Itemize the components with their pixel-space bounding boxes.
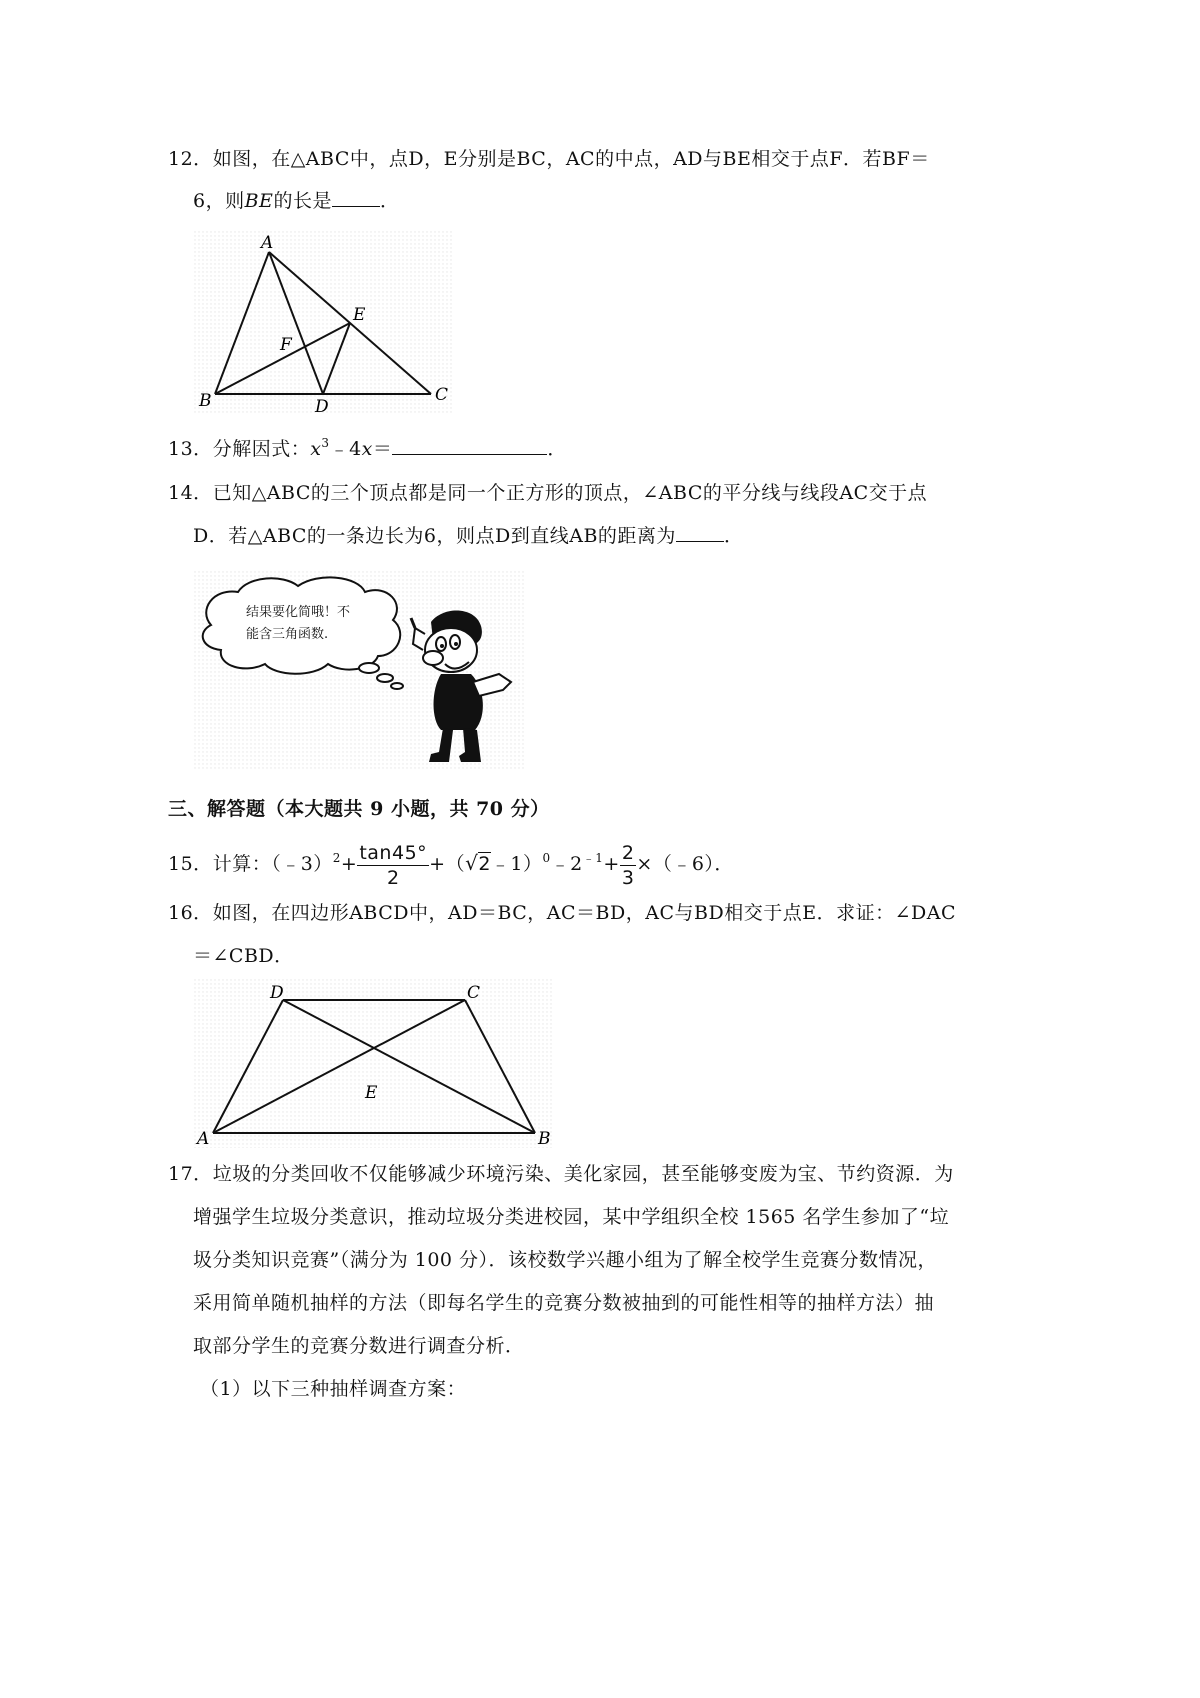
q13-var-x: x [310,438,322,460]
q15-fraction-tan [357,841,429,890]
q13-text-a: 分解因式： [212,438,311,460]
q15-exp-2: 2 [332,851,341,865]
q16-label-a: A [197,1129,210,1148]
q17-line3: 圾分类知识竞赛”（满分为 100 分）．该校数学兴趣小组为了解全校学生竞赛分数情况， [193,1249,938,1271]
q12-label-c: C [435,385,449,405]
q15-frac2-bottom: 3 [621,866,635,889]
q12-number: 12． [168,148,213,170]
q17-line5: 取部分学生的竞赛分数进行调查分析． [193,1335,525,1357]
q12-var-be: BE [244,190,274,212]
q15-sqrt: √2 [465,851,491,875]
q15-plus-3: + [603,853,620,875]
bubble-text-line2: 能含三角函数. [246,627,329,642]
q15-frac-top: tan45° [359,841,428,864]
q15-plus-1: + [340,853,358,875]
q14-line2 [193,523,743,549]
q12-line2 [193,188,399,214]
q14-end: ． [723,525,744,547]
thought-bubble-dot-3 [391,683,403,689]
q13-answer-blank[interactable] [392,436,547,455]
q12-text-c: 的长是 [273,190,332,212]
cartoon-bubble-text [246,602,350,646]
q13-var-x2: x [361,438,373,460]
q12-label-f: F [280,335,292,355]
q13-text-b: ﹣4 [329,438,362,460]
q17-number: 17． [168,1163,213,1185]
q15-plus-2: +（ [429,853,466,875]
q12-label-b: B [199,391,212,411]
q12-label-e: E [353,305,366,325]
thought-bubble-dot-2 [377,674,393,682]
q16-number: 16． [168,902,213,924]
q14-cartoon-drawing [193,570,525,770]
q16-label-d: D [270,983,284,1003]
q15-text-d: ×（﹣6）． [636,853,734,875]
section3-title: 三、解答题（本大题共 9 小题，共 70 分） [168,798,550,820]
q12-label-d: D [315,397,329,415]
q14-text-line1: 已知△ABC的三个顶点都是同一个正方形的顶点，∠ABC的平分线与线段AC交于点 [212,482,928,504]
q12-figure-background [193,230,453,415]
q15-exp-0: 0 [542,851,551,865]
q16-label-c: C [467,983,481,1003]
q15-frac2-top: 2 [621,841,635,864]
q13-number: 13． [168,438,213,460]
q13-equals: ＝ [372,438,393,460]
q16-label-e: E [365,1083,378,1103]
q15-sqrt-num: 2 [478,853,491,875]
q15-text-a: 计算：（﹣3） [212,853,333,875]
q15-number: 15． [168,853,213,875]
q15-frac-bottom: 2 [386,866,400,889]
bubble-text-line1: 结果要化简哦！不 [246,605,351,620]
q15-line [168,838,734,888]
q16-text-line2: ＝∠CBD． [193,945,294,967]
q16-line1 [168,900,956,926]
q12-triangle-figure [193,230,453,415]
q13-end: ． [547,438,567,460]
q12-text-line1: 如图，在△ABC中，点D，E分别是BC，AC的中点，AD与BE相交于点F．若BF＝ [212,148,930,170]
q14-answer-blank[interactable] [676,523,724,542]
q17-line2: 增强学生垃圾分类意识，推动垃圾分类进校园，某中学组织全校 1565 名学生参加了“垃 [193,1206,950,1228]
q13-line [168,436,567,462]
q15-exp-neg1: ﹣1 [582,851,604,865]
q14-cartoon-figure [193,570,525,770]
q16-line2 [193,943,294,969]
q16-quadrilateral-figure [193,978,553,1148]
q17-line1 [168,1161,954,1187]
q14-number: 14． [168,482,213,504]
q16-text-line1: 如图，在四边形ABCD中，AD＝BC，AC＝BD，AC与BD相交于点E．求证：∠DAC [212,902,956,924]
q12-text-a: 6，则 [193,190,245,212]
q13-exponent: 3 [321,436,330,450]
thought-bubble-dot-1 [359,663,379,673]
q15-text-c: ﹣2 [550,853,583,875]
q17-text-line1: 垃圾的分类回收不仅能够减少环境污染、美化家园，甚至能够变废为宝、节约资源．为 [212,1163,954,1185]
q17-line4: 采用简单随机抽样的方法（即每名学生的竞赛分数被抽到的可能性相等的抽样方法）抽 [193,1292,935,1314]
q14-text-line2: D．若△ABC的一条边长为6，则点D到直线AB的距离为 [193,525,676,547]
q14-line1 [168,480,927,506]
q17-sub1: （1）以下三种抽样调查方案： [200,1378,467,1400]
q12-end: ． [379,190,400,212]
q16-label-b: B [538,1129,551,1148]
q12-label-a: A [261,233,274,253]
q12-line1 [168,146,930,172]
q15-text-b: ﹣1） [490,853,543,875]
q15-fraction-two-thirds [620,841,637,890]
q12-answer-blank[interactable] [332,188,380,207]
